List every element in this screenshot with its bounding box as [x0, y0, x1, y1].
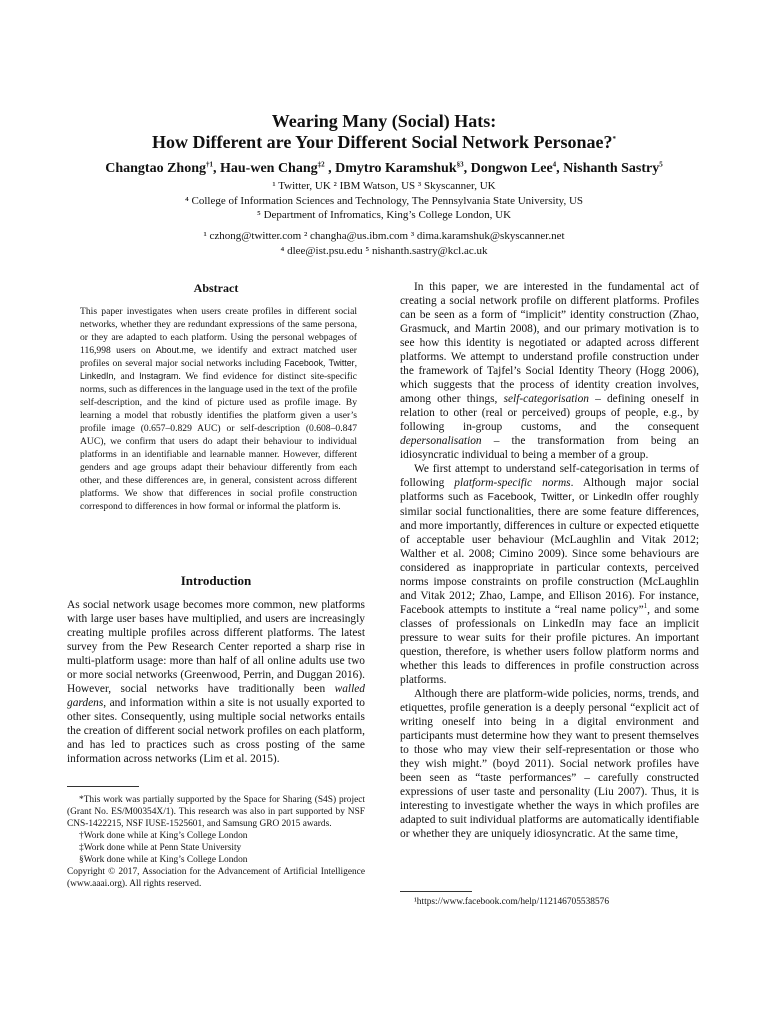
footnote-ref: 1 — [643, 602, 648, 611]
author-name: Nishanth Sastry — [563, 161, 660, 176]
introduction-heading: Introduction — [180, 573, 252, 588]
body-paragraph: We first attempt to understand self-categorisation in terms of following platform-specific norms. Although major social platforms such as Facebook, Twitter, or LinkedIn offer roughly similar social functionalities, there are some feature differences, and more importantly, differences in culture or expected etiquette of acceptable user behaviour (McLaughlin and Vitak 2012; Walther et al. 2008; Cimino 2009). Since some behaviours are considered as inappropriate in particular contexts, perceived norms impose constraints on profile construction (McLaughlin and Vitak 2012; Zhao, Lampe, and Ellison 2016). For instance, Facebook attempts to institute a “real name policy”$^1$, and some classes of professionals on LinkedIn may face an implicit pressure to wear suits for their profile pictures. An important question, therefore, is whether users follow platform norms and whether this leads to differences in profile construction across platforms. — [400, 463, 699, 686]
abstract-text: This paper investigates when users create profiles in different social networks, whether they are redundant expressions of the same persona, or they are adapted to each platform. Using the personal webpages of 116,998 users on About.me, we identify and extract matched user profiles on several major social networks including Facebook, Twitter, LinkedIn, and Instagram. We find evidence for distinct site-specific norms, such as differences in the language used in the text of the profile self-description, and the kind of picture used as profile image. By learning a model that robustly identifies the platform given a user’s profile image (0.657–0.829 AUC) or self-description (0.608–0.847 AUC), we confirm that users do adapt their behaviour to individual platforms in an identifiable and learnable manner. However, different genders and age groups adapt their behaviour differently from each other, and these differences are, in general, consistent across different platforms. We show that differences in social profile construction correspond to differences in how formal or informal the platform is. — [80, 306, 357, 512]
email-line: ⁴ dlee@ist.psu.edu ⁵ nishanth.sastry@kcl.ac.uk — [280, 245, 488, 257]
platform-name: Twitter — [328, 358, 355, 368]
abstract-heading: Abstract — [193, 281, 239, 295]
platform-name: LinkedIn — [80, 371, 114, 381]
author-mark: 4 — [552, 160, 557, 169]
footnotes-left — [67, 794, 365, 890]
paper-title-line2 — [0, 132, 768, 153]
author-name: Dongwon Lee — [470, 161, 553, 176]
author-name: Hau-wen Chang — [220, 161, 318, 176]
author-mark: §3 — [456, 160, 464, 169]
title-text: How Different are Your Different Social Network Personae? — [152, 132, 613, 152]
body-paragraph: Although there are platform-wide policies, norms, trends, and etiquettes, profile generation is a deeply personal “explicit act of writing oneself into being in a digital environment and participants must determine how they want to present themselves to those who may view their self-representation or those who they wish might.” (boyd 2011). Social network profiles have been seen as “taste performances” – carefully constructed expressions of user taste and personality (Liu 2007). Thus, it is interesting to investigate whether the ways in which profiles are adapted to suit individual platforms are automatically identifiable or whether they are uniquely idiosyncratic. At the same time, — [400, 688, 699, 840]
author-mark: 5 — [659, 160, 663, 169]
author-list: Changtao Zhong$^{\dagger 1}$, Hau-wen Chang$^{\ddagger 2}$ , Dmytro Karamshuk$^{\S 3}$, Dongwon Lee$^4$, Nishanth Sastry$^5$ — [105, 160, 663, 176]
footnote: †Work done while at King’s College London — [79, 831, 248, 841]
copyright-notice: Copyright © 2017, Association for the Advancement of Artificial Intelligence (www.aaai.org). All rights reserved. — [67, 867, 365, 889]
platform-name: Instagram — [139, 371, 179, 381]
body-paragraph: In this paper, we are interested in the fundamental act of creating a social network profile on different platforms. Profiles can be seen as a form of “implicit” identity construction (Zhao, Grasmuck, and Martin 2008), and our primary motivation is to see how this identity is negotiated or adapted across different platforms. We attempt to understand profile construction under the framework of Tajfel’s Social Identity Theory (Hogg 2006), which suggests that the process of identity creation involves, among other things, self-categorisation – defining oneself in relation to other (real or perceived) groups of people, e.g., by following in-group customs, and the consequent depersonalisation – the transformation from being an idiosyncratic individual to being a member of a group. — [400, 281, 699, 461]
author-mark: ‡2 — [317, 160, 325, 169]
platform-name: Facebook — [284, 358, 324, 368]
footnote: *This work was partially supported by the Space for Sharing (S4S) project (Grant No. ES/M00354X/1). This research was also in part supported by NSF CNS-1422215, NSF IUSE-1525601, and Samsung GRO 2015 awards. — [67, 795, 365, 829]
author-name: Changtao Zhong — [105, 161, 206, 176]
platform-name: LinkedIn — [593, 492, 633, 503]
platform-name: Facebook — [487, 492, 534, 503]
author-mark: †1 — [206, 160, 213, 169]
paper-title-line1: Wearing Many (Social) Hats: — [271, 111, 497, 131]
platform-name: About.me — [155, 345, 194, 355]
affiliation-line: ⁴ College of Information Sciences and Technology, The Pennsylvania State University, US — [184, 195, 584, 207]
author-name: Dmytro Karamshuk — [335, 161, 457, 176]
affiliation-line: ¹ Twitter, UK ² IBM Watson, US ³ Skyscanner, UK — [272, 180, 496, 192]
affiliation-line: ⁵ Department of Infromatics, King’s College London, UK — [256, 209, 512, 221]
title-footnote-mark: * — [612, 135, 616, 143]
footnote: §Work done while at King’s College London — [79, 855, 248, 865]
right-column — [400, 280, 699, 841]
footnote: ‡Work done while at Penn State University — [79, 843, 242, 853]
footnote-rule — [67, 786, 139, 787]
platform-name: Twitter — [540, 492, 572, 503]
introduction-paragraph: As social network usage becomes more common, new platforms with large user bases have multiplied, and users are increasingly creating multiple profiles across different platforms. The latest survey from the Pew Research Center reported a sharp rise in multi-platform usage: more than half of all online adults use two or more social networks (Greenwood, Perrin, and Duggan 2016). However, social networks have traditionally been walled gardens, and information within a site is not usually exported to other sites. Consequently, using multiple social networks entails the creation of different social network profiles on each platform, and has led to practices such as cross posting of the same information across networks (Lim et al. 2015). — [67, 599, 365, 765]
footnote-rule — [400, 891, 472, 892]
email-line: ¹ czhong@twitter.com ² changha@us.ibm.com ³ dima.karamshuk@skyscanner.net — [203, 230, 565, 242]
footnote-url: ¹https://www.facebook.com/help/112146705538576 — [414, 897, 610, 907]
